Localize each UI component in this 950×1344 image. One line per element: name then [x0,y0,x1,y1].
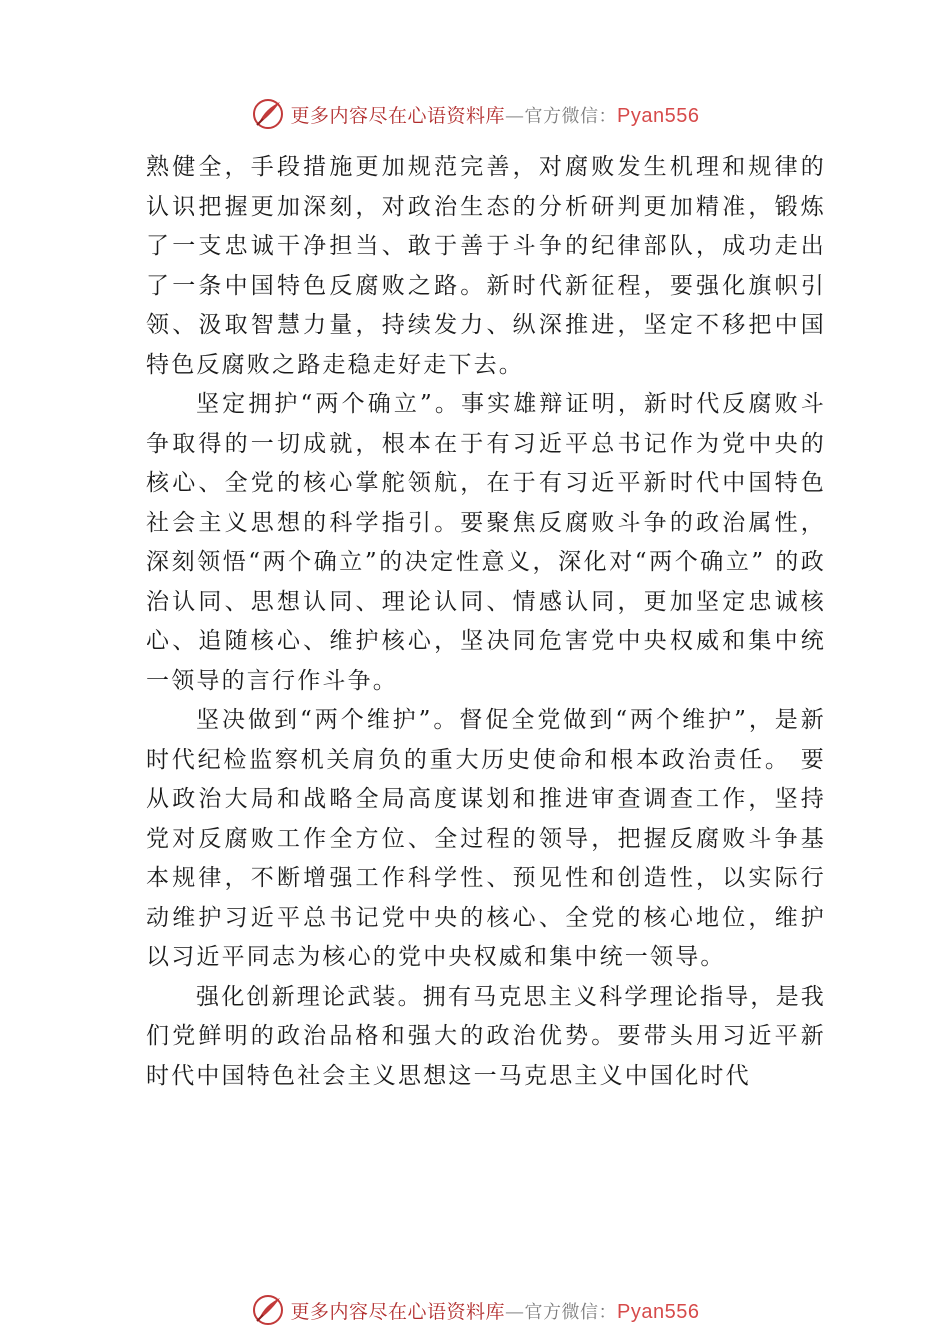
watermark-official-label: 官方微信： [524,1301,618,1323]
watermark-brand: 更多内容尽在心语资料库 [290,1300,506,1323]
watermark-text [291,101,700,128]
feather-pen-logo-icon [251,97,285,131]
watermark-wechat-id: Pyan556 [617,1300,700,1323]
header-watermark [0,94,950,134]
watermark-separator: — [505,104,525,127]
paragraph-continuation: 熟健全，手段措施更加规范完善，对腐败发生机理和规律的认识把握更加深刻，对政治生态的分析研判更加精准，锻炼了一支忠诚干净担当、敢于善于斗争的纪律部队，成功走出了一条中国特色反腐败之路。新时代新征程，要强化旗帜引领、汲取智慧力量，持续发力、纵深推进，坚定不移把中国特色反腐败之路走稳走好走下去。 [146,154,826,378]
paragraph-two-safeguards: 坚决做到“两个维护”。督促全党做到“两个维护”，是新时代纪检监察机关肩负的重大历史使命和根本政治责任。 要从政治大局和战略全局高度谋划和推进审查调查工作，坚持党对反腐败工作全方位、全过程的领导，把握反腐败斗争基本规律，不断增强工作科学性、预见性和创造性，以实际行动维护习近平总书记党中央的核心、全党的核心地位，维护以习近平同志为核心的党中央权威和集中统一领导。 [146,707,826,970]
watermark-official-label: 官方微信： [524,105,618,127]
paragraph-two-establishments: 坚定拥护“两个确立”。事实雄辩证明，新时代反腐败斗争取得的一切成就，根本在于有习近平总书记作为党中央的核心、全党的核心掌舵领航，在于有习近平新时代中国特色社会主义思想的科学指引。要聚焦反腐败斗争的政治属性， 深刻领悟“两个确立”的决定性意义，深化对“两个确立” 的政治认同、思想认同、理论认同、情感认同，更加坚定忠诚核心、追随核心、维护核心，坚决同危害党中央权威和集中统一领导的言行作斗争。 [146,391,826,694]
document-body [146,148,826,1096]
footer-watermark [0,1290,950,1330]
paragraph-theory-arming: 强化创新理论武装。拥有马克思主义科学理论指导，是我们党鲜明的政治品格和强大的政治优势。要带头用习近平新时代中国特色社会主义思想这一马克思主义中国化时代 [146,983,826,1089]
watermark-separator: — [505,1300,525,1323]
watermark-brand: 更多内容尽在心语资料库 [290,104,506,127]
feather-pen-logo-icon [251,1293,285,1327]
watermark-text [291,1297,700,1324]
watermark-wechat-id: Pyan556 [617,104,700,127]
